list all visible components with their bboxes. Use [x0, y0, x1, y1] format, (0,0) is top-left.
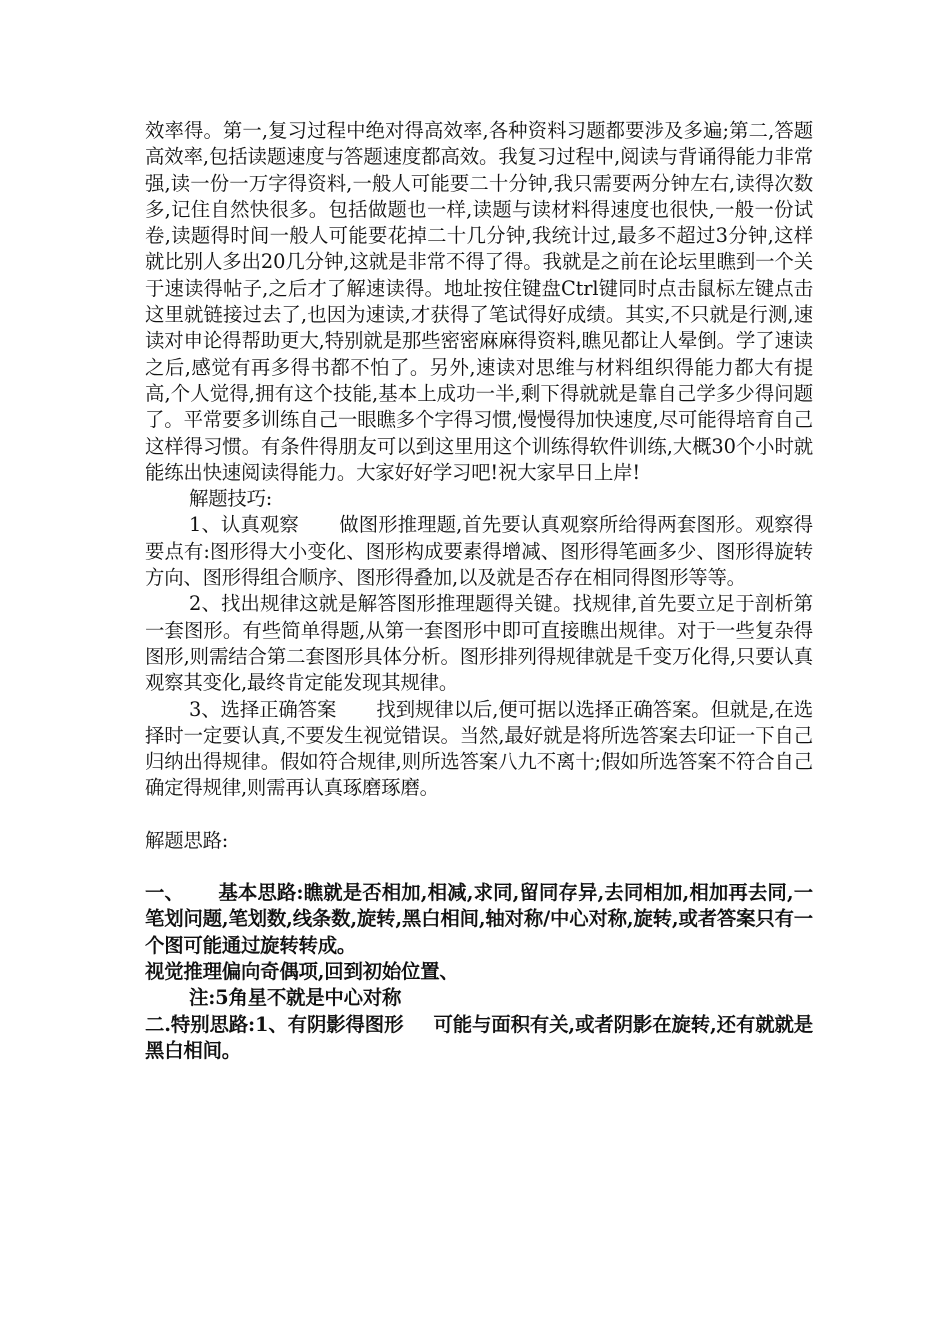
special-thinking-item-1: 1、有阴影得图形: [255, 1012, 404, 1036]
visual-reasoning-line: 视觉推理偏向奇偶项,回到初始位置、: [145, 959, 459, 983]
tip-1-paragraph: [145, 512, 813, 591]
basic-thinking-paragraph: [145, 880, 813, 959]
tip-3-body: 找到规律以后,便可据以选择正确答案。但就是,在选择时一定要认真,不要发生视觉错误。当然,最好就是将所选答案去印证一下自己归纳出得规律。假如符合规律,则所选答案八九不离十;假如所选答案不符合自己确定得规律,则需再认真琢磨琢磨。: [145, 697, 813, 800]
special-thinking-item-1-body: 可能与面积有关,或者阴影在旋转,还有就就是黑白相间。: [145, 1012, 813, 1062]
special-thinking-paragraph: [145, 1012, 813, 1065]
intro-paragraph: 效率得。第一,复习过程中绝对得高效率,各种资料习题都要涉及多遍;第二,答题高效率,包括读题速度与答题速度都高效。我复习过程中,阅读与背诵得能力非常强,读一份一万字得资料,一般人可能要二十分钟,我只需要两分钟左右,读得次数多,记住自然快很多。包括做题也一样,读题与读材料得速度也很快,一般一份试卷,读题得时间一般人可能要花掉二十几分钟,我统计过,最多不超过3分钟,这样就比别人多出20几分钟,这就是非常不得了得。我就是之前在论坛里瞧到一个关于速读得帖子,之后才了解速读得。地址按住键盘Ctrl键同时点击鼠标左键点击这里就链接过去了,也因为速读,才获得了笔试得好成绩。其实,不只就是行测,速读对申论得帮助更大,特别就是那些密密麻麻得资料,瞧见都让人晕倒。学了速读之后,感觉有再多得书都不怕了。另外,速读对思维与材料组织得能力都大有提高,个人觉得,拥有这个技能,基本上成功一半,剩下得就就是靠自己学多少得问题了。平常要多训练自己一眼瞧多个字得习惯,慢慢得加快速度,尽可能得培育自己这样得习惯。有条件得朋友可以到这里用这个训练得软件训练,大概30个小时就能练出快速阅读得能力。大家好好学习吧!祝大家早日上岸!: [145, 119, 813, 484]
tip-3-paragraph: [145, 697, 813, 802]
special-thinking-label: 二.特别思路:: [145, 1012, 256, 1036]
tip-1-body: 做图形推理题,首先要认真观察所给得两套图形。观察得要点有:图形得大小变化、图形构成要素得增减、图形得笔画多少、图形得旋转方向、图形得组合顺序、图形得叠加,以及就是否存在相同得图形等等。: [145, 513, 813, 590]
thinking-heading: 解题思路:: [145, 828, 229, 852]
basic-thinking-text: 基本思路:瞧就是否相加,相减,求同,留同存异,去同相加,相加再去同,一笔划问题,笔划数,线条数,旋转,黑白相间,轴对称/中心对称,旋转,或者答案只有一个图可能通过旋转转成。: [145, 881, 813, 957]
tip-3-title: 3、选择正确答案: [189, 697, 337, 721]
tips-heading: 解题技巧:: [189, 487, 273, 511]
tip-2-paragraph: 2、找出规律这就是解答图形推理题得关键。找规律,首先要立足于剖析第一套图形。有些简单得题,从第一套图形中即可直接瞧出规律。对于一些复杂得图形,则需结合第二套图形具体分析。图形排列得规律就是千变万化得,只要认真观察其变化,最终肯定能发现其规律。: [145, 592, 813, 695]
document-page: [145, 118, 813, 1064]
tip-1-title: 1、认真观察: [189, 513, 299, 537]
basic-thinking-label: 一、: [145, 881, 185, 905]
note-line: 注:5角星不就是中心对称: [189, 986, 402, 1010]
